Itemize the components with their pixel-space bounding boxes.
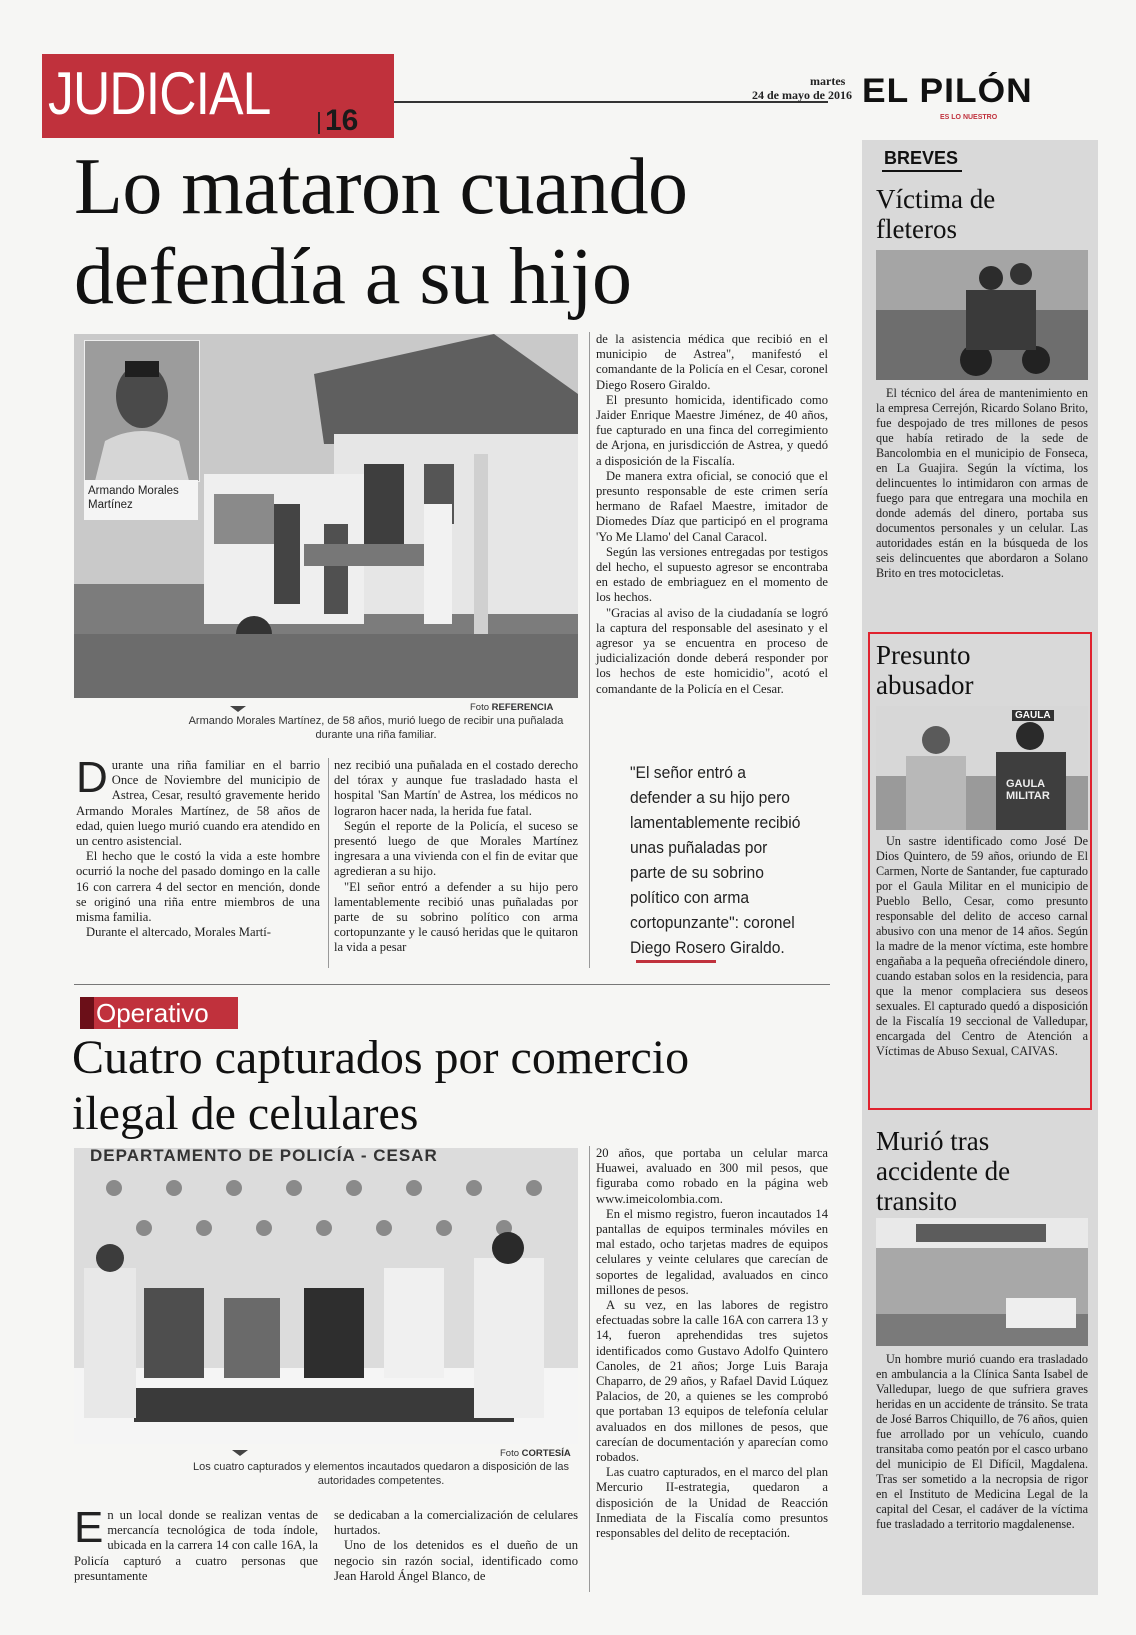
kicker-label: Operativo [96, 998, 209, 1028]
second-dropcap: E [74, 1503, 104, 1552]
main-col1-para: El hecho que le costó la vida a este hombre ocurrió la noche del pasado domingo en la calle 16 con carrera 4 del sector en mención, donde se originó una riña entre miembros de una misma familia. [76, 849, 320, 925]
brief1-photo [876, 250, 1088, 380]
caption-marker [230, 706, 246, 712]
second-headline-line2: ilegal de celulares [72, 1087, 419, 1140]
brief3-photo [876, 1218, 1088, 1346]
column-divider [589, 332, 590, 968]
brief1-title-line2: fleteros [876, 214, 957, 244]
main-photo-credit-prefix: Foto [470, 702, 490, 713]
main-col1-para: Durante el altercado, Morales Martí- [86, 925, 271, 940]
second-photo-credit-prefix: Foto [500, 1448, 520, 1459]
page-number: 16 [325, 104, 359, 137]
second-col3-para: En el mismo registro, fueron incautados 14 pantallas de equipos terminales móviles en mal estado, ocho tarjetas madres de equipos celulares y veinte celulares que carecían de soportes de legalidad, avaluados en cinco millones de pesos. [596, 1206, 828, 1297]
brief2-text [876, 834, 1088, 1059]
pull-quote-rule [636, 960, 716, 963]
brief1-title-line1: Víctima de [876, 184, 996, 214]
main-photo-credit-source: REFERENCIA [491, 702, 554, 713]
main-col3-para: El presunto homicida, identificado como Jaider Enrique Maestre Jiménez, de 40 años, fue capturado en una finca del corregimiento de Arjona, en jurisdicción de Astrea, y quedó a disposición de la Fiscalía. [596, 392, 828, 468]
second-photo-credit-source: CORTESÍA [521, 1448, 571, 1459]
main-headline-line1: Lo mataron cuando [74, 143, 688, 231]
main-col2 [334, 758, 578, 956]
captured-scene-illustration [74, 1148, 578, 1444]
second-col2 [334, 1508, 578, 1584]
main-col3-para: de la asistencia médica que recibió en el municipio de Astrea", manifestó el comandante de la Policía en el Cesar, coronel Diego Rosero Giraldo. [596, 332, 828, 392]
brief2-vest-text: GAULA MILITAR [1006, 778, 1050, 802]
brief3-text [876, 1352, 1088, 1532]
main-dropcap: D [76, 753, 108, 802]
victim-portrait [84, 340, 200, 482]
main-col1 [76, 753, 320, 940]
second-col2-para: Uno de los detenidos es el dueño de un negocio sin razón social, identificado como Jean Harold Ángel Blanco, de [334, 1538, 578, 1583]
second-col3-para: Las cuatro capturados, en el marco del plan Mercurio II-estrategia, quedaron a disposición de la Unidad de Reacción Inmediata de la Fiscalía como presuntos responsables del delito de receptación. [596, 1465, 828, 1541]
section-label: JUDICIAL [48, 60, 271, 127]
motorcycle-illustration [876, 250, 1088, 380]
main-col2-para: nez recibió una puñalada en el costado derecho del tórax y aunque fue trasladado hasta el hospital 'San Martín' de Astrea, los médicos no lograron hacer nada, la herida fue fatal. [334, 758, 578, 818]
main-col2-para: "El señor entró a defender a su hijo pero lamentablemente recibió unas puñaladas por parte de su sobrino político con arma cortopunzante y le causó heridas que le quitaron la vida a pesar [334, 879, 578, 955]
sidebar-section-rule [882, 170, 962, 172]
main-col3-para: Según las versiones entregadas por testigos del hecho, el supuesto agresor se encontraba en estado de embriaguez en el momento de los hechos. [596, 544, 828, 605]
main-col3-para: "Gracias al aviso de la ciudadanía se logró la captura del responsable del asesinato y el agresor ya se encuentra en proceso de judicialización donde deberá responder por los hechos de este homicidio", acotó el comandante de la Policía en el Cesar. [596, 605, 828, 696]
caption-marker [232, 1450, 248, 1456]
photo-banner-text: DEPARTAMENTO DE POLICÍA - CESAR [90, 1146, 438, 1165]
second-col1-para: n un local donde se realizan ventas de mercancía tecnológica de toda índole, ubicada en la carrera 14 con calle 16A, la Policía capturó a cuatro personas que presuntamente [74, 1508, 318, 1583]
second-col1 [74, 1503, 318, 1584]
brief3-title-line3: transito [876, 1186, 957, 1216]
sidebar-section-label: BREVES [884, 148, 959, 168]
pull-quote: "El señor entró a defender a su hijo pero lamentablemente recibió unas puñaladas por parte de su sobrino político con arma cortopunzante": coronel Diego Rosero Giraldo. [630, 763, 801, 957]
second-col3 [596, 1146, 828, 1541]
brand-slogan: ES LO NUESTRO [940, 114, 998, 121]
police-photo [74, 1148, 578, 1444]
page-number-divider [318, 112, 320, 134]
header-date: 24 de mayo de 2016 [752, 88, 852, 102]
brief2-photo-tag: GAULA [1012, 710, 1054, 721]
brief2-para: Un sastre identificado como José De Dios Quintero, de 59 años, oriundo de El Carmen, Norte de Santander, fue capturado por el Gaula Militar en el municipio de Pueblo Bello, Cesar, como presunto responsable del delito de acceso carnal abusivo con una menor de 14 años. Según la madre de la menor víctima, este hombre engañaba a la pequeña ofreciéndole dinero, cuando estaban solos en la residencia, para que la menor complaciera sus deseos sexuales. El capturado quedó a disposición de la Fiscalía 19 seccional de Valledupar, encargada del Centro de Atención a Víctimas de Abuso Sexual, CAIVAS. [876, 834, 1088, 1058]
main-col2-para: Según el reporte de la Policía, el suceso se presentó luego de que Morales Martínez ingresara a una vivienda con el fin de evitar que agredieran a su hijo. [334, 818, 578, 879]
second-col3-para: 20 años, que portaba un celular marca Huawei, avaluado en 300 mil pesos, que figuraba como robado en la página web www.imeicolombia.com. [596, 1146, 828, 1206]
brief1-text [876, 386, 1088, 581]
main-col3 [596, 332, 828, 697]
brief3-title-line2: accidente de [876, 1156, 1011, 1186]
second-photo-credit [500, 1448, 571, 1459]
brief3-para: Un hombre murió cuando era trasladado en ambulancia a la Clínica Santa Isabel de Valledupar, luego de que sufriera graves heridas en un accidente de tránsito. Se trata de José Barros Chiquillo, de 76 años, quien fue arrollado por un vehículo, cuando transitaba como peatón por el casco urbano del municipio de El Difícil, Magdalena. Tras ser sometido a la necropsia de rigor en el Instituto de Medicina Legal de la capital del Cesar, el cadáver de la víctima fue trasladado a territorio magdalenense. [876, 1352, 1088, 1531]
header-weekday: martes [810, 74, 846, 88]
column-divider [328, 758, 329, 968]
brief2-title-line1: Presunto [876, 640, 971, 670]
main-photo-caption: Armando Morales Martínez, de 58 años, murió luego de recibir una puñalada durante una riña familiar. [188, 715, 564, 741]
arrest-illustration [876, 706, 1088, 830]
article-divider [74, 984, 830, 985]
second-col3-para: A su vez, en las labores de registro efectuadas sobre la calle 16A con carrera 13 y 14, fueron aprehendidas tres sujetos identificados como Gustavo Adolfo Quintero Canoles, de 21 años; Jorge Luis Baraja Chaparro, de 29 años, y Rafael David Lúquez Palacios, de 20, a quienes se les comprobó que portaban 13 equipos de telefonía celular avaluados en dos millones de pesos, que carecían de documentación y aparecían como robados. [596, 1298, 828, 1465]
brief2-title-line2: abusador [876, 670, 974, 700]
brief1-para: El técnico del área de mantenimiento en la empresa Cerrejón, Ricardo Solano Brito, fue despojado de tres millones de pesos que había retirado de la sede de Bancolombia en el municipio de Fonseca, en La Guajira. Según la víctima, los delincuentes lo intimidaron con armas de fuego para que entregara una mochila en donde además del dinero, portaba sus documentos personales y un celular. Las autoridades están en la búsqueda de los seis delincuentes que abordaron a Solano Brito en tres motocicletas. [876, 386, 1088, 580]
second-headline-line1: Cuatro capturados por comercio [72, 1031, 690, 1084]
kicker-box-accent [80, 997, 94, 1029]
column-divider [589, 1146, 590, 1592]
portrait-illustration [85, 341, 199, 481]
brief2-photo [876, 706, 1088, 830]
clinic-illustration [876, 1218, 1088, 1346]
second-col2-para: se dedicaban a la comercialización de celulares hurtados. [334, 1508, 578, 1538]
main-col3-para: De manera extra oficial, se conoció que el presunto responsable de este crimen sería hermano de Rafael Maestre, imitador de Diomedes Díaz que participó en el programa 'Yo Me Llamo' del Canal Caracol. [596, 468, 828, 544]
second-photo-caption: Los cuatro capturados y elementos incautados quedaron a disposición de las autoridades competentes. [192, 1461, 570, 1487]
main-photo-credit [470, 702, 553, 713]
main-col1-para: urante una riña familiar en el barrio Once de Noviembre del municipio de Astrea, Cesar, resultó gravemente herido Armando Morales Martínez, de 58 años de edad, quien luego murió cuando era atendido en un centro asistencial. [76, 758, 320, 849]
main-headline-line2: defendía a su hijo [74, 233, 632, 321]
brief3-title-line1: Murió tras [876, 1126, 990, 1156]
brand-logo: EL PILÓN [862, 72, 1033, 110]
inset-name: Armando Morales Martínez [88, 485, 179, 511]
